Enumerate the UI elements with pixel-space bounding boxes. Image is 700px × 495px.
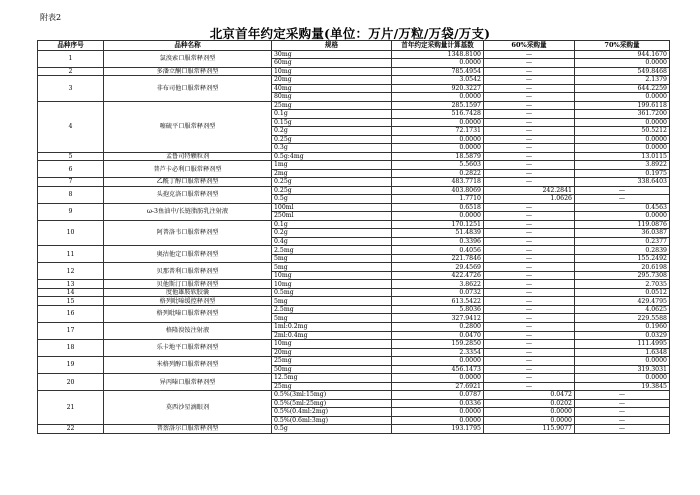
cell-60: — bbox=[484, 110, 575, 119]
cell-base: 1.7710 bbox=[392, 195, 484, 204]
table-row bbox=[38, 101, 670, 110]
cell-base: 327.9412 bbox=[392, 314, 484, 323]
cell-70: 19.3845 bbox=[575, 382, 670, 391]
cell-base: 1348.8100 bbox=[392, 50, 484, 59]
cell-spec: 0.5g bbox=[272, 195, 392, 204]
cell-index: 12 bbox=[38, 263, 104, 280]
cell-base: 2.3354 bbox=[392, 348, 484, 357]
cell-70: 0.0000 bbox=[575, 144, 670, 153]
cell-60: — bbox=[484, 178, 575, 187]
cell-index: 8 bbox=[38, 186, 104, 203]
cell-index: 16 bbox=[38, 305, 104, 322]
cell-60: — bbox=[484, 357, 575, 366]
cell-index: 10 bbox=[38, 220, 104, 246]
cell-70: 4.0625 bbox=[575, 305, 670, 314]
cell-spec: 250ml bbox=[272, 212, 392, 221]
cell-base: 0.0000 bbox=[392, 357, 484, 366]
cell-name: 乙酰丁醇口服常释剂型 bbox=[104, 178, 272, 187]
table-row bbox=[38, 152, 670, 161]
cell-index: 7 bbox=[38, 178, 104, 187]
table-row bbox=[38, 203, 670, 212]
cell-spec: 1ml:0.2mg bbox=[272, 323, 392, 332]
cell-index: 1 bbox=[38, 50, 104, 67]
table-row bbox=[38, 220, 670, 229]
cell-60: — bbox=[484, 314, 575, 323]
cell-index: 11 bbox=[38, 246, 104, 263]
cell-name: 贝他斯汀口服常释剂型 bbox=[104, 280, 272, 289]
cell-index: 20 bbox=[38, 374, 104, 391]
cell-70: — bbox=[575, 186, 670, 195]
cell-70: 0.0000 bbox=[575, 212, 670, 221]
table-row bbox=[38, 246, 670, 255]
cell-base: 0.0336 bbox=[392, 399, 484, 408]
cell-name: 度他雄胺软胶囊 bbox=[104, 288, 272, 297]
cell-base: 0.4056 bbox=[392, 246, 484, 255]
table-row bbox=[38, 288, 670, 297]
cell-70: 3.8922 bbox=[575, 161, 670, 170]
cell-spec: 30mg bbox=[272, 50, 392, 59]
table-row bbox=[38, 340, 670, 349]
cell-70: 0.0512 bbox=[575, 288, 670, 297]
cell-index: 2 bbox=[38, 67, 104, 76]
cell-base: 0.0000 bbox=[392, 144, 484, 153]
cell-70: — bbox=[575, 425, 670, 434]
cell-70: 644.2259 bbox=[575, 84, 670, 93]
table-body bbox=[38, 50, 670, 433]
cell-name: 多潘立酮口服常释剂型 bbox=[104, 67, 272, 76]
cell-index: 18 bbox=[38, 340, 104, 357]
cell-60: — bbox=[484, 271, 575, 280]
cell-spec: 10mg bbox=[272, 340, 392, 349]
cell-70: 944.1670 bbox=[575, 50, 670, 59]
cell-60: — bbox=[484, 305, 575, 314]
cell-70: 155.2492 bbox=[575, 254, 670, 263]
cell-70: 0.2377 bbox=[575, 237, 670, 246]
cell-70: 295.7308 bbox=[575, 271, 670, 280]
cell-70: 199.6118 bbox=[575, 101, 670, 110]
cell-70: 229.5588 bbox=[575, 314, 670, 323]
cell-spec: 0.1g bbox=[272, 110, 392, 119]
cell-base: 456.1473 bbox=[392, 365, 484, 374]
cell-spec: 0.2g bbox=[272, 127, 392, 136]
cell-base: 0.0000 bbox=[392, 118, 484, 127]
cell-index: 22 bbox=[38, 425, 104, 434]
cell-spec: 25mg bbox=[272, 101, 392, 110]
cell-70: — bbox=[575, 408, 670, 417]
cell-60: — bbox=[484, 229, 575, 238]
cell-base: 0.0732 bbox=[392, 288, 484, 297]
cell-spec: 0.5%(5ml:25mg) bbox=[272, 399, 392, 408]
cell-spec: 40mg bbox=[272, 84, 392, 93]
cell-base: 0.0000 bbox=[392, 374, 484, 383]
cell-base: 159.2850 bbox=[392, 340, 484, 349]
cell-60: 0.0000 bbox=[484, 416, 575, 425]
cell-60: — bbox=[484, 331, 575, 340]
cell-spec: 10mg bbox=[272, 280, 392, 289]
cell-70: 13.0115 bbox=[575, 152, 670, 161]
cell-70: 0.1960 bbox=[575, 323, 670, 332]
cell-base: 0.0000 bbox=[392, 135, 484, 144]
cell-base: 785.4954 bbox=[392, 67, 484, 76]
cell-spec: 0.1g bbox=[272, 220, 392, 229]
cell-base: 27.6921 bbox=[392, 382, 484, 391]
cell-name: 贝那普利口服常释剂型 bbox=[104, 263, 272, 280]
header-60: 60%采购量 bbox=[484, 41, 575, 51]
cell-60: — bbox=[484, 203, 575, 212]
cell-index: 3 bbox=[38, 76, 104, 102]
cell-60: — bbox=[484, 169, 575, 178]
cell-spec: 5mg bbox=[272, 297, 392, 306]
cell-60: — bbox=[484, 144, 575, 153]
cell-spec: 1mg bbox=[272, 161, 392, 170]
cell-70: 0.0000 bbox=[575, 357, 670, 366]
cell-spec: 0.25g bbox=[272, 186, 392, 195]
cell-70: 0.0000 bbox=[575, 93, 670, 102]
cell-base: 29.4569 bbox=[392, 263, 484, 272]
cell-60: — bbox=[484, 280, 575, 289]
table-row bbox=[38, 161, 670, 170]
cell-60: — bbox=[484, 84, 575, 93]
cell-60: — bbox=[484, 382, 575, 391]
cell-70: 549.8468 bbox=[575, 67, 670, 76]
cell-60: 242.2841 bbox=[484, 186, 575, 195]
cell-spec: 50mg bbox=[272, 365, 392, 374]
table-row bbox=[38, 280, 670, 289]
cell-60: — bbox=[484, 365, 575, 374]
cell-base: 0.0000 bbox=[392, 416, 484, 425]
cell-index: 4 bbox=[38, 101, 104, 152]
header-index: 品种序号 bbox=[38, 41, 104, 51]
cell-base: 483.7718 bbox=[392, 178, 484, 187]
cell-name: ω-3鱼油中/长链脂肪乳注射液 bbox=[104, 203, 272, 220]
cell-spec: 0.3g bbox=[272, 144, 392, 153]
cell-60: — bbox=[484, 50, 575, 59]
cell-70: 361.7200 bbox=[575, 110, 670, 119]
cell-spec: 25mg bbox=[272, 382, 392, 391]
cell-spec: 20mg bbox=[272, 348, 392, 357]
table-row bbox=[38, 76, 670, 85]
cell-60: — bbox=[484, 374, 575, 383]
cell-60: — bbox=[484, 118, 575, 127]
cell-base: 5.8036 bbox=[392, 305, 484, 314]
cell-70: 338.6403 bbox=[575, 178, 670, 187]
cell-70: 429.4795 bbox=[575, 297, 670, 306]
cell-spec: 0.25g bbox=[272, 178, 392, 187]
appendix-label: 附表2 bbox=[40, 13, 62, 22]
cell-name: 莫西沙星滴眼剂 bbox=[104, 391, 272, 425]
cell-60: — bbox=[484, 237, 575, 246]
cell-70: — bbox=[575, 416, 670, 425]
cell-70: 1.6348 bbox=[575, 348, 670, 357]
cell-base: 3.0542 bbox=[392, 76, 484, 85]
cell-spec: 10mg bbox=[272, 67, 392, 76]
cell-60: — bbox=[484, 212, 575, 221]
cell-base: 0.0470 bbox=[392, 331, 484, 340]
cell-base: 403.8069 bbox=[392, 186, 484, 195]
cell-60: — bbox=[484, 246, 575, 255]
cell-70: 2.1379 bbox=[575, 76, 670, 85]
cell-60: — bbox=[484, 59, 575, 68]
cell-index: 17 bbox=[38, 323, 104, 340]
cell-base: 0.0787 bbox=[392, 391, 484, 400]
table-row bbox=[38, 305, 670, 314]
cell-base: 3.8622 bbox=[392, 280, 484, 289]
cell-70: — bbox=[575, 399, 670, 408]
header-spec: 规格 bbox=[272, 41, 392, 51]
cell-index: 21 bbox=[38, 391, 104, 425]
cell-70: 20.6198 bbox=[575, 263, 670, 272]
cell-base: 613.5422 bbox=[392, 297, 484, 306]
page-title: 北京首年约定采购量(单位：万片/万粒/万袋/万支) bbox=[209, 26, 491, 41]
cell-base: 18.5879 bbox=[392, 152, 484, 161]
cell-70: 50.5212 bbox=[575, 127, 670, 136]
cell-name: 格列吡嗪缓控释剂型 bbox=[104, 297, 272, 306]
cell-60: — bbox=[484, 67, 575, 76]
cell-60: — bbox=[484, 93, 575, 102]
cell-base: 0.2800 bbox=[392, 323, 484, 332]
cell-base: 5.5603 bbox=[392, 161, 484, 170]
cell-spec: 0.5g:4mg bbox=[272, 152, 392, 161]
table-row bbox=[38, 178, 670, 187]
cell-base: 51.4839 bbox=[392, 229, 484, 238]
cell-60: — bbox=[484, 263, 575, 272]
cell-name: 奥沽他定口服常释剂型 bbox=[104, 246, 272, 263]
table-row bbox=[38, 357, 670, 366]
procurement-table bbox=[37, 40, 670, 434]
cell-60: — bbox=[484, 340, 575, 349]
cell-index: 5 bbox=[38, 152, 104, 161]
cell-base: 920.3227 bbox=[392, 84, 484, 93]
cell-70: 2.7035 bbox=[575, 280, 670, 289]
cell-60: 1.0626 bbox=[484, 195, 575, 204]
cell-70: 0.1975 bbox=[575, 169, 670, 178]
table-row bbox=[38, 391, 670, 400]
cell-spec: 2ml:0.4mg bbox=[272, 331, 392, 340]
cell-70: 319.3031 bbox=[575, 365, 670, 374]
cell-index: 14 bbox=[38, 288, 104, 297]
table-row bbox=[38, 263, 670, 272]
cell-spec: 100ml bbox=[272, 203, 392, 212]
cell-index: 19 bbox=[38, 357, 104, 374]
cell-base: 221.7846 bbox=[392, 254, 484, 263]
cell-name: 头孢克洛口服常释剂型 bbox=[104, 186, 272, 203]
cell-spec: 10mg bbox=[272, 271, 392, 280]
header-base: 首年约定采购量计算基数 bbox=[392, 41, 484, 51]
cell-60: — bbox=[484, 76, 575, 85]
cell-60: — bbox=[484, 101, 575, 110]
cell-70: 111.4995 bbox=[575, 340, 670, 349]
cell-spec: 0.5mg bbox=[272, 288, 392, 297]
cell-60: — bbox=[484, 127, 575, 136]
cell-60: — bbox=[484, 220, 575, 229]
cell-base: 0.0000 bbox=[392, 59, 484, 68]
cell-spec: 5mg bbox=[272, 254, 392, 263]
cell-name: 异丙嗪口服常释剂型 bbox=[104, 374, 272, 391]
cell-spec: 0.4g bbox=[272, 237, 392, 246]
cell-70: 36.0387 bbox=[575, 229, 670, 238]
table-row bbox=[38, 323, 670, 332]
cell-base: 0.6518 bbox=[392, 203, 484, 212]
cell-60: — bbox=[484, 254, 575, 263]
cell-60: 0.0000 bbox=[484, 408, 575, 417]
cell-name: 氯溴索口服常释剂型 bbox=[104, 50, 272, 67]
cell-spec: 0.5g bbox=[272, 425, 392, 434]
header-name: 品种名称 bbox=[104, 41, 272, 51]
cell-name: 乐卡地平口服常释剂型 bbox=[104, 340, 272, 357]
cell-70: 0.0000 bbox=[575, 118, 670, 127]
table-header-row bbox=[38, 41, 670, 51]
cell-index: 15 bbox=[38, 297, 104, 306]
cell-60: 0.0472 bbox=[484, 391, 575, 400]
cell-name: 噻硫平口服常释剂型 bbox=[104, 101, 272, 152]
cell-60: — bbox=[484, 297, 575, 306]
cell-70: 0.0000 bbox=[575, 374, 670, 383]
cell-base: 0.3396 bbox=[392, 237, 484, 246]
cell-base: 516.7428 bbox=[392, 110, 484, 119]
cell-name: 孟鲁司特颗粒剂 bbox=[104, 152, 272, 161]
table-row bbox=[38, 50, 670, 59]
cell-spec: 5mg bbox=[272, 314, 392, 323]
cell-60: — bbox=[484, 288, 575, 297]
cell-base: 0.0000 bbox=[392, 212, 484, 221]
cell-spec: 0.2g bbox=[272, 229, 392, 238]
cell-70: 119.0876 bbox=[575, 220, 670, 229]
cell-60: — bbox=[484, 161, 575, 170]
cell-spec: 2.5mg bbox=[272, 246, 392, 255]
cell-base: 285.1597 bbox=[392, 101, 484, 110]
cell-index: 6 bbox=[38, 161, 104, 178]
cell-base: 72.1731 bbox=[392, 127, 484, 136]
table-row bbox=[38, 374, 670, 383]
cell-70: 0.0000 bbox=[575, 135, 670, 144]
cell-70: 0.0000 bbox=[575, 59, 670, 68]
cell-70: 0.4563 bbox=[575, 203, 670, 212]
cell-spec: 0.5%(3ml:15mg) bbox=[272, 391, 392, 400]
cell-60: — bbox=[484, 323, 575, 332]
table-row bbox=[38, 186, 670, 195]
cell-spec: 0.15g bbox=[272, 118, 392, 127]
cell-spec: 0.5%(0.6ml:3mg) bbox=[272, 416, 392, 425]
cell-spec: 80mg bbox=[272, 93, 392, 102]
cell-index: 13 bbox=[38, 280, 104, 289]
cell-spec: 25mg bbox=[272, 357, 392, 366]
cell-name: 格列吡嗪口服常释剂型 bbox=[104, 305, 272, 322]
cell-70: 0.0329 bbox=[575, 331, 670, 340]
cell-base: 0.0000 bbox=[392, 93, 484, 102]
cell-60: — bbox=[484, 135, 575, 144]
table-row bbox=[38, 297, 670, 306]
cell-index: 9 bbox=[38, 203, 104, 220]
cell-70: 0.2839 bbox=[575, 246, 670, 255]
cell-spec: 20mg bbox=[272, 76, 392, 85]
table-row bbox=[38, 67, 670, 76]
table-row bbox=[38, 425, 670, 434]
cell-60: 0.0202 bbox=[484, 399, 575, 408]
cell-60: 115.9077 bbox=[484, 425, 575, 434]
cell-name: 普萘洛尔口服常释剂型 bbox=[104, 425, 272, 434]
cell-spec: 5mg bbox=[272, 263, 392, 272]
cell-name: 非布司他口服常释剂型 bbox=[104, 76, 272, 102]
cell-60: — bbox=[484, 348, 575, 357]
cell-spec: 2.5mg bbox=[272, 305, 392, 314]
cell-70: — bbox=[575, 391, 670, 400]
cell-60: — bbox=[484, 152, 575, 161]
cell-base: 170.1251 bbox=[392, 220, 484, 229]
cell-spec: 60mg bbox=[272, 59, 392, 68]
cell-spec: 2mg bbox=[272, 169, 392, 178]
header-70: 70%采购量 bbox=[575, 41, 670, 51]
cell-name: 普芦卡必利口服常释剂型 bbox=[104, 161, 272, 178]
cell-base: 0.2822 bbox=[392, 169, 484, 178]
cell-base: 0.0000 bbox=[392, 408, 484, 417]
cell-spec: 0.5%(0.4ml:2mg) bbox=[272, 408, 392, 417]
cell-name: 格隆溴铵注射液 bbox=[104, 323, 272, 340]
cell-70: — bbox=[575, 195, 670, 204]
cell-name: 米格列醇口服常释剂型 bbox=[104, 357, 272, 374]
cell-spec: 0.25g bbox=[272, 135, 392, 144]
cell-base: 422.4726 bbox=[392, 271, 484, 280]
cell-spec: 12.5mg bbox=[272, 374, 392, 383]
cell-base: 193.1795 bbox=[392, 425, 484, 434]
cell-name: 阿普洛韦口服常释剂型 bbox=[104, 220, 272, 246]
